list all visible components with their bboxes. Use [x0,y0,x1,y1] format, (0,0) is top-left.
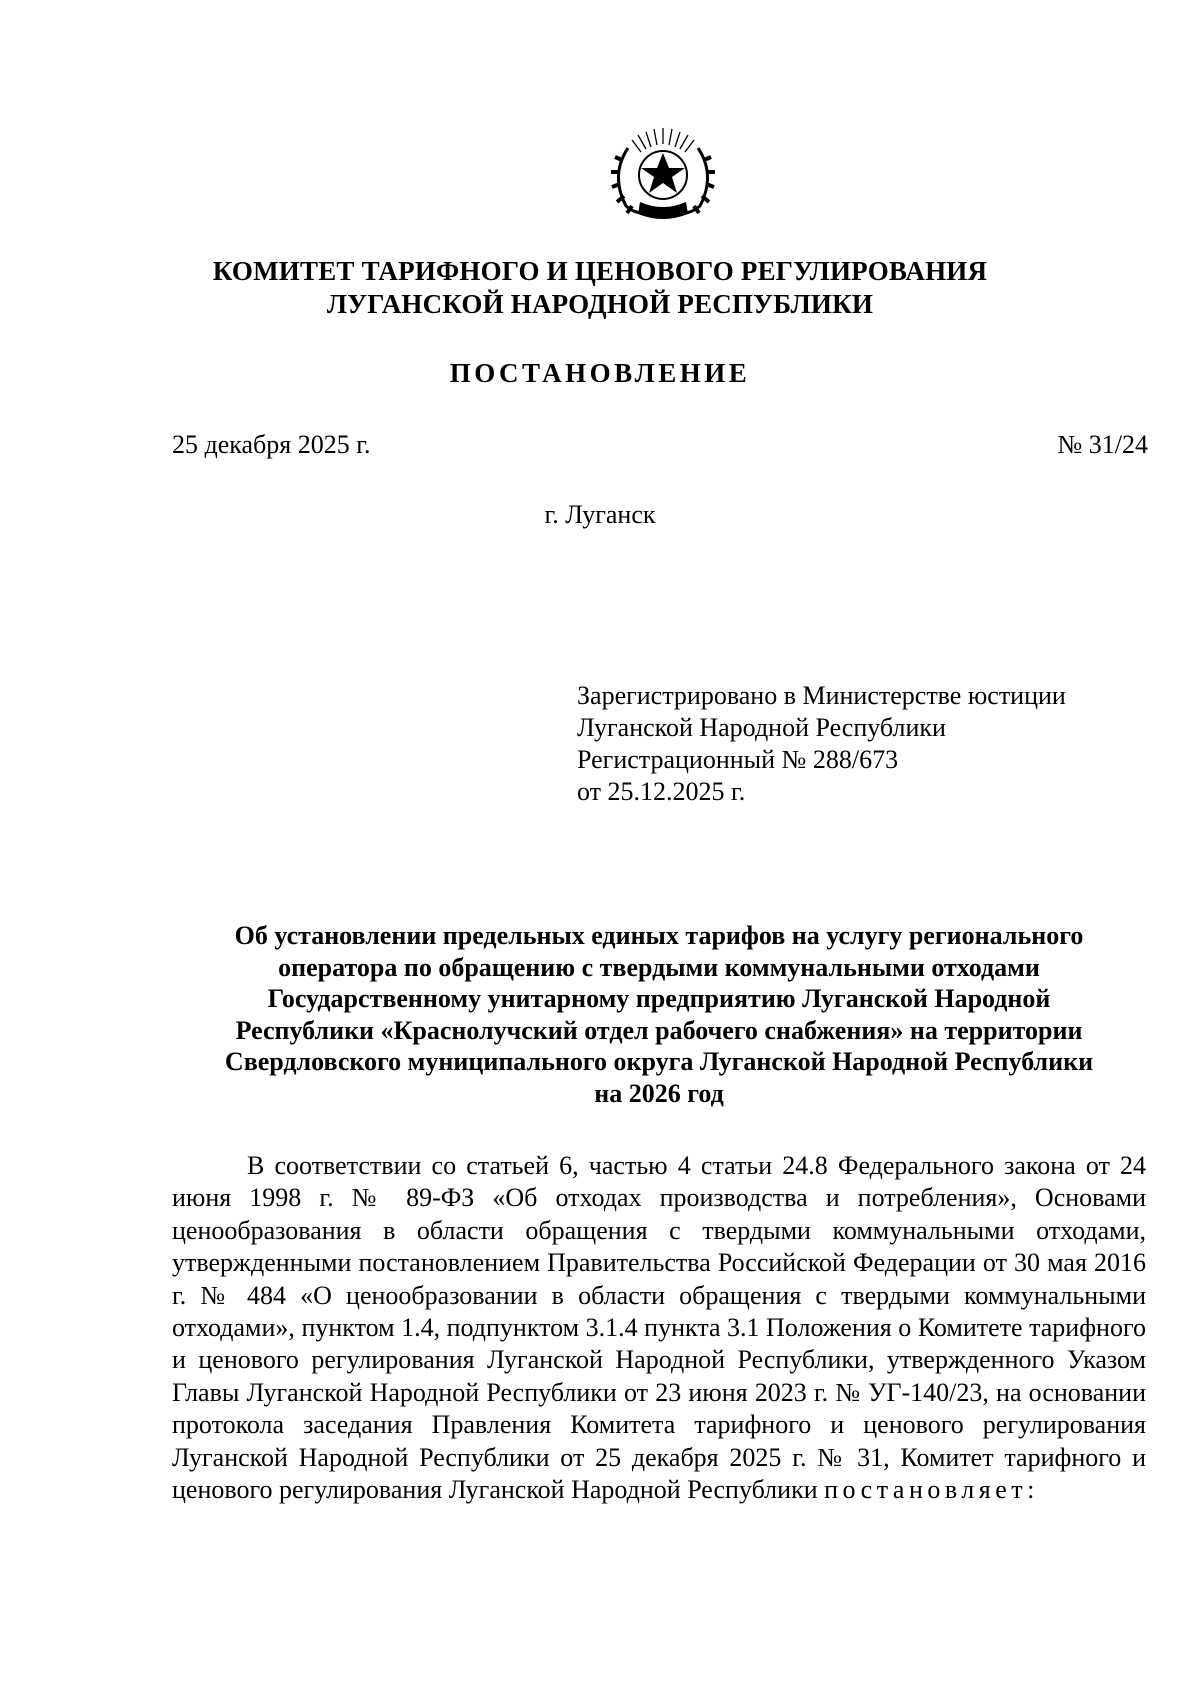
registration-line2: Луганской Народной Республики [577,713,946,742]
agency-title-line1: КОМИТЕТ ТАРИФНОГО И ЦЕНОВОГО РЕГУЛИРОВАНИЯ [212,256,988,286]
document-subject [172,920,1146,1109]
subject-line1: Об установлении предельных единых тарифов на услугу регионального [234,921,1084,950]
resolves-word: постановляет: [824,1475,1039,1505]
registration-line3: Регистрационный № 288/673 [577,745,899,774]
document-date: 25 декабря 2025 г. [172,430,371,459]
registration-block [577,680,1066,808]
preamble-text: В соответствии со статьей 6, частью 4 статьи 24.8 Федерального закона от 24 июня 1998 г. № 89-ФЗ «Об отходах производства и потребления», Основами ценообразования в области обращения с твердыми коммунальными отходами, утвержденными постановлением Правительства Российской Федерации от 30 мая 2016 г. № 484 «О ценообразовании в области обращения с твердыми коммунальными отходами», пунктом 1.4, подпунктом 3.1.4 пункта 3.1 Положения о Комитете тарифного и ценового регулирования Луганской Народной Республики, утвержденного Указом Главы Луганской Народной Республики от 23 июня 2023 г. № УГ-140/23, на основании протокола заседания Правления Комитета тарифного и ценового регулирования Луганской Народной Республики от 25 декабря 2025 г. № 31, Комитет тарифного и ценового регулирования Луганской Народной Республики [172,1151,1146,1505]
subject-line6: на 2026 год [594,1078,724,1108]
subject-line3: Государственному унитарному предприятию Луганской Народной [267,984,1051,1013]
subject-line4: Республики «Краснолучский отдел рабочего снабжения» на территории [235,1015,1083,1045]
document-type: ПОСТАНОВЛЕНИЕ [449,358,751,388]
registration-line4: от 25.12.2025 г. [577,777,746,806]
registration-line1: Зарегистрировано в Министерстве юстиции [577,681,1066,710]
document-city: г. Луганск [544,500,656,529]
preamble-paragraph [172,1150,1146,1506]
subject-line2: оператора по обращению с твердыми коммунальными отходами [278,952,1040,982]
subject-line5: Свердловского муниципального округа Луганской Народной Республики [224,1047,1094,1076]
agency-title-line2: ЛУГАНСКОЙ НАРОДНОЙ РЕСПУБЛИКИ [326,289,874,319]
agency-title [0,255,1200,321]
document-number: № 31/24 [1057,430,1148,459]
coat-of-arms-icon [598,120,728,225]
